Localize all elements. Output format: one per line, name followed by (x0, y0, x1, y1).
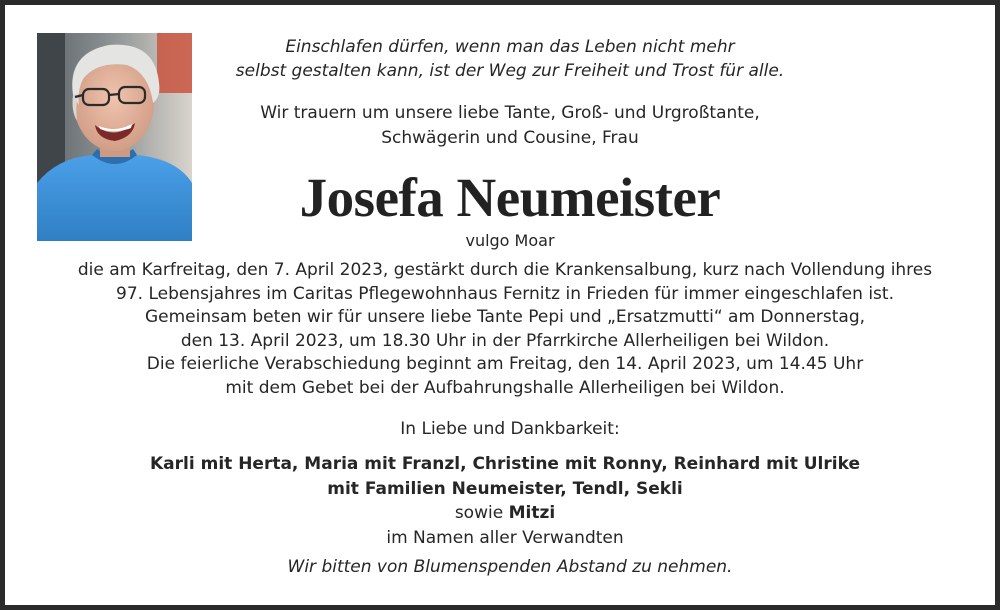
body-line: 97. Lebensjahres im Caritas Pflegewohnhaus Fernitz in Frieden für immer eingeschlafen ist. (116, 283, 894, 304)
motto-line: selbst gestalten kann, ist der Weg zur Freiheit und Trost für alle. (235, 61, 785, 81)
deceased-name: Josefa Neumeister (299, 167, 721, 228)
family-signatures (105, 452, 905, 550)
body-line: die am Karfreitag, den 7. April 2023, gestärkt durch die Krankensalbung, kurz nach Vollendung ihres (77, 260, 933, 280)
portrait-photo (37, 33, 192, 241)
body-line: Die feierliche Verabschiedung beginnt am Freitag, den 14. April 2023, um 14.45 Uhr (146, 354, 864, 375)
body-line: den 13. April 2023, um 18.30 Uhr in der Pfarrkirche Allerheiligen bei Wildon. (180, 330, 830, 351)
intro-line: Wir trauern um unsere liebe Tante, Groß- und Urgroßtante, (260, 103, 760, 123)
family-prefix: sowie (454, 503, 509, 523)
family-name: Mitzi (508, 503, 556, 523)
intro-line: Schwägerin und Cousine, Frau (381, 128, 639, 148)
obituary-body (35, 259, 975, 401)
closing-request: Wir bitten von Blumenspenden Abstand zu nehmen. (287, 557, 733, 577)
body-line: mit dem Gebet bei der Aufbahrungshalle Allerheiligen bei Wildon. (225, 377, 785, 398)
family-line: mit Familien Neumeister, Tendl, Sekli (327, 478, 683, 499)
mourning-intro (195, 101, 825, 151)
family-line: im Namen aller Verwandten (386, 527, 624, 548)
deceased-nickname: vulgo Moar (465, 231, 555, 250)
family-line: Karli mit Herta, Maria mit Franzl, Christine mit Ronny, Reinhard mit Ulrike (150, 454, 860, 474)
family-line (105, 501, 905, 526)
portrait-illustration (37, 33, 192, 241)
body-line: Gemeinsam beten wir für unsere liebe Tante Pepi und „Ersatzmutti“ am Donnerstag, (144, 307, 866, 328)
motto-line: Einschlafen dürfen, wenn man das Leben nicht mehr (285, 37, 735, 57)
thanks-line: In Liebe und Dankbarkeit: (400, 419, 620, 439)
motto-quote (195, 35, 825, 83)
